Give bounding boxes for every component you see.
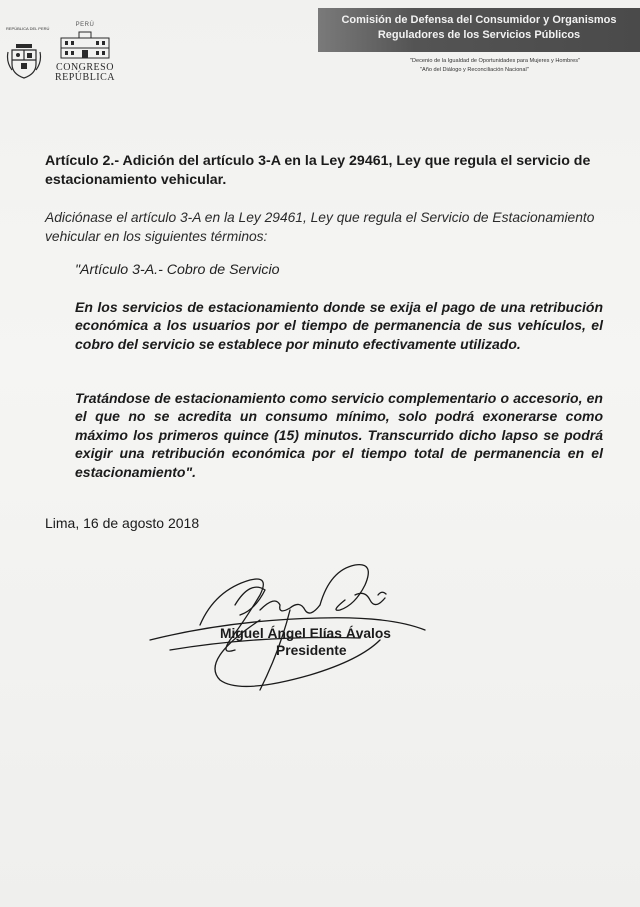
peru-tag: PERÚ — [75, 22, 95, 28]
intro-paragraph: Adiciónase el artículo 3-A en la Ley 29461, Ley que regula el Servicio de Estacionamiento vehicular en los siguientes términos: — [45, 210, 595, 244]
handwritten-signature — [140, 550, 430, 700]
republica-label: REPÚBLICA — [54, 72, 116, 83]
article-paragraph-2: Tratándose de estacionamiento como servicio complementario o accesorio, en el que no se acredita un consumo mínimo, solo podrá exonerarse como máximo los primeros quince (15) minutos. Transcurrido dicho lapso se podrá exigir una retribución económica por el tiempo total de permanencia en el estacionamiento". — [75, 390, 603, 480]
commission-banner — [318, 8, 640, 52]
year-motto: "Año del Diálogo y Reconciliación Nacional" — [420, 67, 529, 73]
shield-caption: REPÚBLICA DEL PERÚ — [6, 26, 50, 31]
article-paragraph-1: En los servicios de estacionamiento donde se exija el pago de una retribución económica a los usuarios por el tiempo de permanencia de sus vehículos, el cobro del servicio se establece por minuto efectivamente utilizado. — [75, 299, 603, 352]
signer-name: Miguel Ángel Elías Ávalos — [220, 626, 391, 641]
signer-role: Presidente — [276, 643, 347, 658]
article-heading-text: Adición del artículo 3-A en la Ley 29461, Ley que regula el servicio de estacionamiento vehicular. — [45, 153, 591, 188]
coat-of-arms-icon — [6, 22, 42, 82]
commission-name-line2: Reguladores de los Servicios Públicos — [377, 29, 581, 41]
congreso-label: CONGRESO — [56, 62, 114, 73]
decenio-motto: "Decenio de la Igualdad de Oportunidades para Mujeres y Hombres" — [410, 58, 581, 64]
commission-name-line1: Comisión de Defensa del Consumidor y Organismos — [341, 14, 617, 26]
article-3a-title: "Artículo 3-A.- Cobro de Servicio — [75, 262, 280, 278]
place-date: Lima, 16 de agosto 2018 — [45, 515, 200, 531]
article-heading — [45, 152, 605, 190]
article-heading-label: Artículo 2.- — [45, 153, 120, 169]
congress-building-icon — [57, 30, 113, 60]
congreso-logo — [52, 22, 118, 83]
